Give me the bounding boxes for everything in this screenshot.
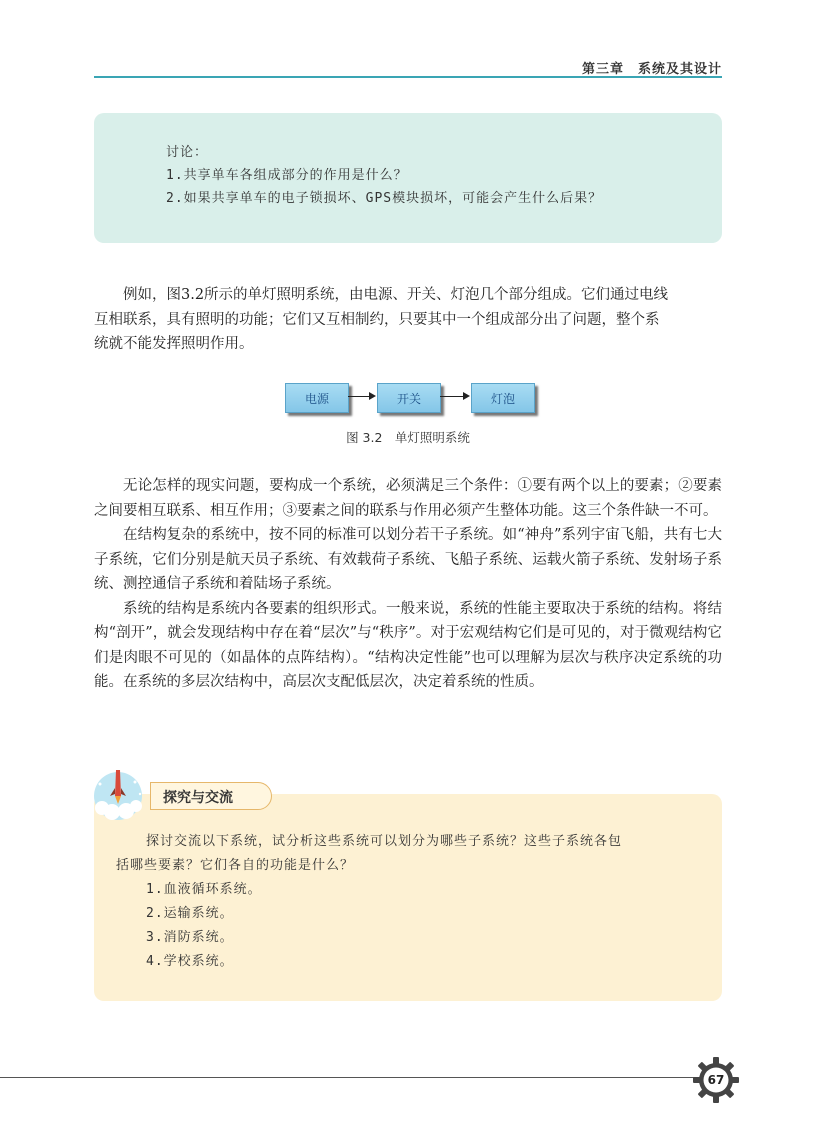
explore-item: 1.血液循环系统。	[146, 882, 262, 897]
figure-arrow-2	[440, 396, 468, 397]
body-paragraph-3: 系统的结构是系统内各要素的组织形式。一般来说，系统的性能主要取决于系统的结构。将结构“剖开”，就会发现结构中存在着“层次”与“秩序”。对于宏观结构它们是可见的，对于微观结构它们是肉眼不可见的（如晶体的点阵结构）。“结构决定性能”也可以理解为层次与秩序决定系统的功能。在系统的多层次结构中，高层次支配低层次，决定着系统的性质。	[94, 600, 722, 690]
intro-line-1: 例如，图3.2所示的单灯照明系统，由电源、开关、灯泡几个部分组成。它们通过电线	[123, 287, 669, 303]
footer-rule	[0, 1077, 700, 1078]
chapter-title: 第三章 系统及其设计	[581, 62, 722, 77]
explore-item: 3.消防系统。	[146, 930, 234, 945]
figure-box-power: 电源	[285, 383, 349, 413]
rocket-icon	[88, 766, 150, 822]
intro-line-2: 互相联系，具有照明的功能；它们又互相制约，只要其中一个组成部分出了问题，整个系	[94, 311, 660, 328]
explore-intro-line-1: 探讨交流以下系统，试分析这些系统可以划分为哪些子系统？这些子系统各包	[146, 834, 623, 849]
figure-arrow-1	[348, 396, 374, 397]
figure-diagram	[285, 383, 535, 413]
discussion-question-2: 2.如果共享单车的电子锁损坏、GPS模块损坏，可能会产生什么后果？	[166, 191, 603, 206]
page-header	[94, 52, 722, 78]
explore-item: 4.学校系统。	[146, 954, 234, 969]
explore-intro-line-2: 括哪些要素？它们各自的功能是什么？	[116, 858, 355, 873]
body-paragraph-1: 无论怎样的现实问题，要构成一个系统，必须满足三个条件：①要有两个以上的要素；②要素之间要相互联系、相互作用；③要素之间的联系与作用必须产生整体功能。这三个条件缺一不可。	[94, 478, 722, 519]
figure-box-bulb: 灯泡	[471, 383, 535, 413]
explore-item: 2.运输系统。	[146, 906, 234, 921]
explore-tab	[150, 782, 272, 810]
figure-box-switch: 开关	[377, 383, 441, 413]
explore-tab-label: 探究与交流	[163, 790, 233, 806]
figure-caption: 图 3.2 单灯照明系统	[346, 430, 470, 445]
intro-paragraph	[94, 283, 722, 357]
explore-box	[94, 794, 722, 1001]
body-paragraph-2: 在结构复杂的系统中，按不同的标准可以划分若干子系统。如“神舟”系列宇宙飞船，共有七大子系统，它们分别是航天员子系统、有效载荷子系统、飞船子系统、运载火箭子系统、发射场子系统、测控通信子系统和着陆场子系统。	[94, 527, 722, 592]
page-number: 67	[707, 1073, 725, 1087]
intro-line-3: 统就不能发挥照明作用。	[94, 336, 254, 352]
discussion-question-1: 1.共享单车各组成部分的作用是什么？	[166, 168, 408, 183]
discussion-box	[94, 113, 722, 243]
discussion-title: 讨论：	[166, 145, 209, 160]
body-text	[94, 474, 722, 695]
